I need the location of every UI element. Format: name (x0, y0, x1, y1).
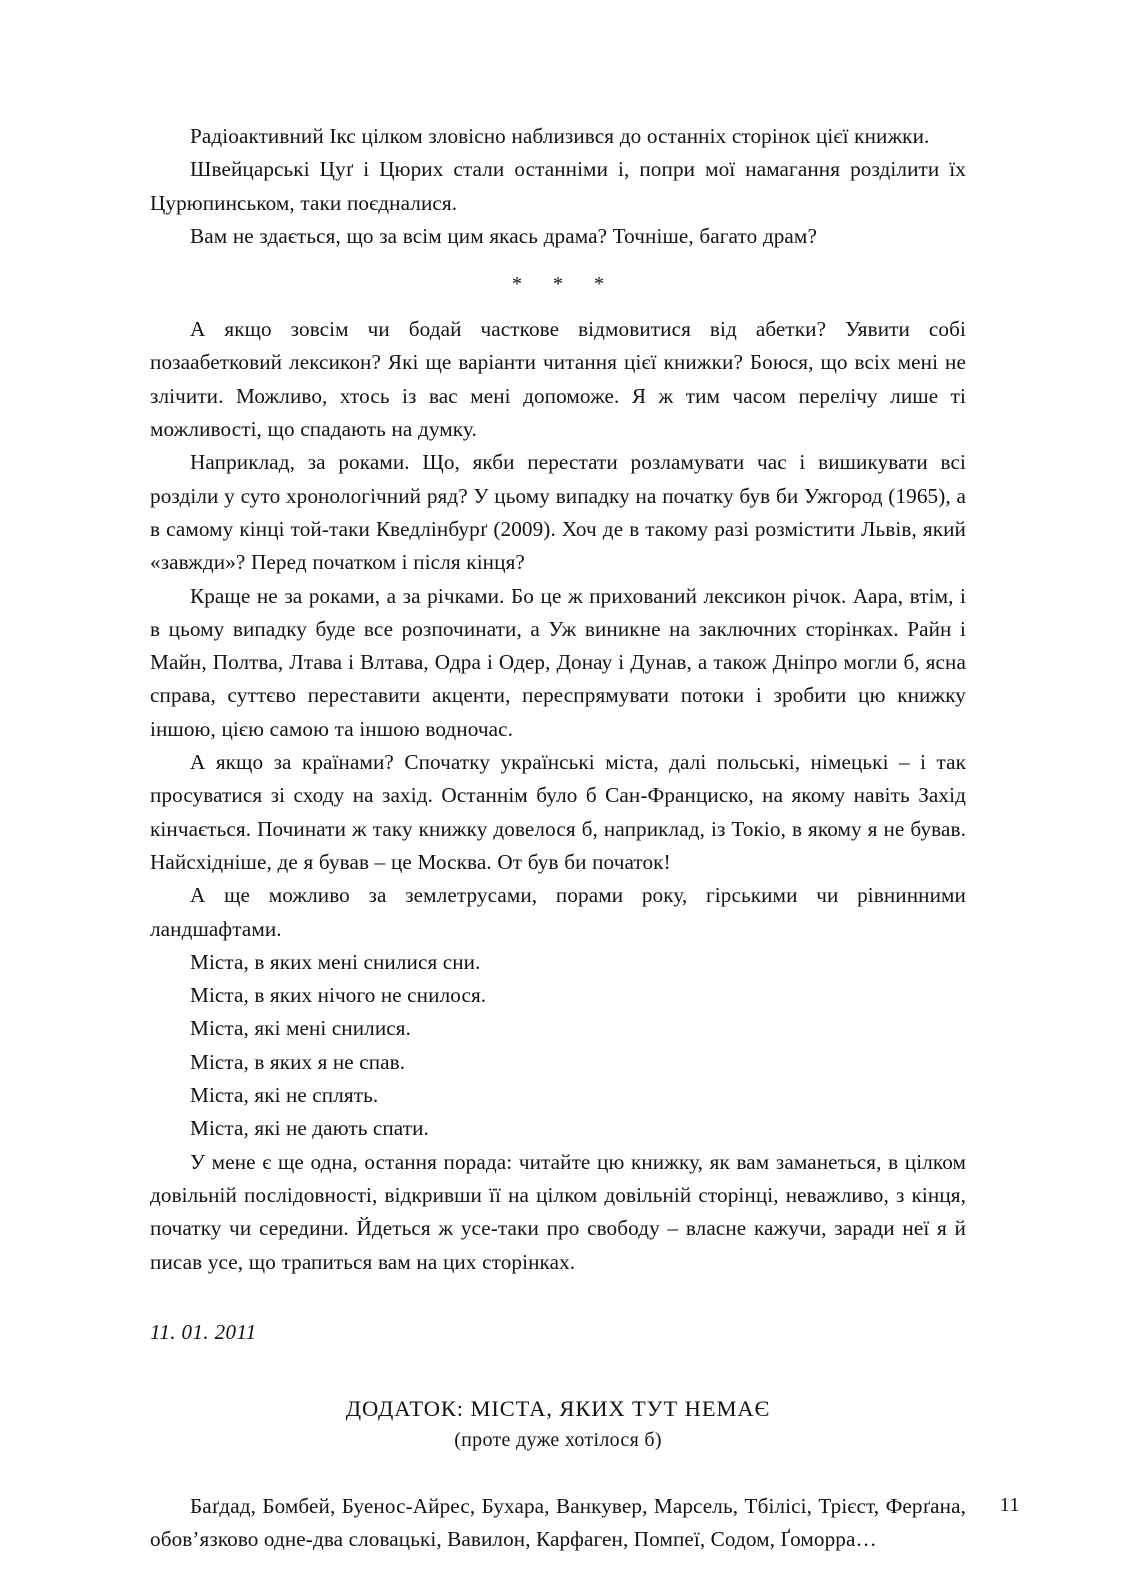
paragraph-3: Вам не здається, що за всім цим якась драма? Точніше, багато драм? (190, 223, 817, 248)
city-line-4: Міста, в яких я не спав. (190, 1049, 406, 1074)
paragraph-8: А ще можливо за землетрусами, порами року, гірськими чи рівнинними ландшафтами. (150, 883, 966, 941)
section-separator: * * * (512, 273, 617, 296)
paragraph-5: Наприклад, за роками. Що, якби перестати розламувати час і вишикувати всі розділи у суто хронологічний ряд? У цьому випадку на початку був би Ужгород (1965), а в самому кінці той-таки Кведлінбурґ (2009). Хоч де в такому разі розмістити Львів, який «завжди»? Перед початком і після кінця? (150, 450, 966, 575)
paragraph-4: А якщо зовсім чи бодай часткове відмовитися від абетки? Уявити собі позаабетковий лексикон? Які ще варіанти читання цієї книжки? Боюся, що всіх мені не злічити. Можливо, хтось із вас мені допоможе. Я ж тим часом перелічу лише ті можливості, що спадають на думку. (150, 317, 966, 442)
closing-paragraph: У мене є ще одна, остання порада: читайте цю книжку, як вам заманеться, в цілком довільній послідовності, відкривши її на цілком довільній сторінці, неважливо, з кінця, початку чи середини. Йдеться ж усе-таки про свободу – власне кажучи, заради неї я й писав усе, що трапиться вам на цих сторінках. (150, 1149, 966, 1274)
city-line-3: Міста, які мені снилися. (190, 1016, 412, 1041)
appendix-subheading: (проте дуже хотілося б) (454, 1428, 662, 1451)
city-line-1: Міста, в яких мені снилися сни. (190, 949, 481, 974)
paragraph-1: Радіоактивний Ікс цілком зловісно наблизився до останніх сторінок цієї книжки. (190, 124, 930, 148)
paragraph-6: Краще не за роками, а за річками. Бо це ж прихований лексикон річок. Аара, втім, і в цьому випадку буде все розпочинати, а Уж виникне на заключних сторінках. Райн і Майн, Полтва, Лтава і Влтава, Одра і Одер, Донау і Дунав, а також Дніпро могли б, ясна справа, суттєво переставити акценти, переспрямувати потоки і зробити цю книжку іншою, цією самою та іншою водночас. (150, 583, 966, 741)
date-stamp: 11. 01. 2011 (150, 1319, 257, 1344)
paragraph-2: Швейцарські Цуґ і Цюрих стали останніми і, попри мої намагання розділити їх Цурюпинськом, таки поєдналися. (150, 157, 966, 215)
text-column (150, 120, 966, 1556)
appendix-heading: ДОДАТОК: МІСТА, ЯКИХ ТУТ НЕМАЄ (345, 1395, 771, 1421)
city-line-5: Міста, які не сплять. (190, 1083, 379, 1108)
page-number: 11 (999, 1494, 1020, 1516)
paragraph-7: А якщо за країнами? Спочатку українські міста, далі польські, німецькі – і так просуватися зі сходу на захід. Останнім було б Сан-Франциско, на якому навіть Захід кінчається. Починати ж таку книжку довелося б, наприклад, із Токіо, в якому я не бував. Найсхідніше, де я бував – це Москва. От був би початок! (150, 750, 966, 874)
appendix-city-list: Баґдад, Бомбей, Буенос-Айрес, Бухара, Ванкувер, Марсель, Тбілісі, Трієст, Ферґана, обов’язково одне-два словацькі, Вавилон, Карфаген, Помпеї, Содом, Ґоморра… (150, 1493, 966, 1552)
city-line-2: Міста, в яких нічого не снилося. (190, 983, 487, 1008)
city-line-6: Міста, які не дають спати. (190, 1116, 429, 1141)
